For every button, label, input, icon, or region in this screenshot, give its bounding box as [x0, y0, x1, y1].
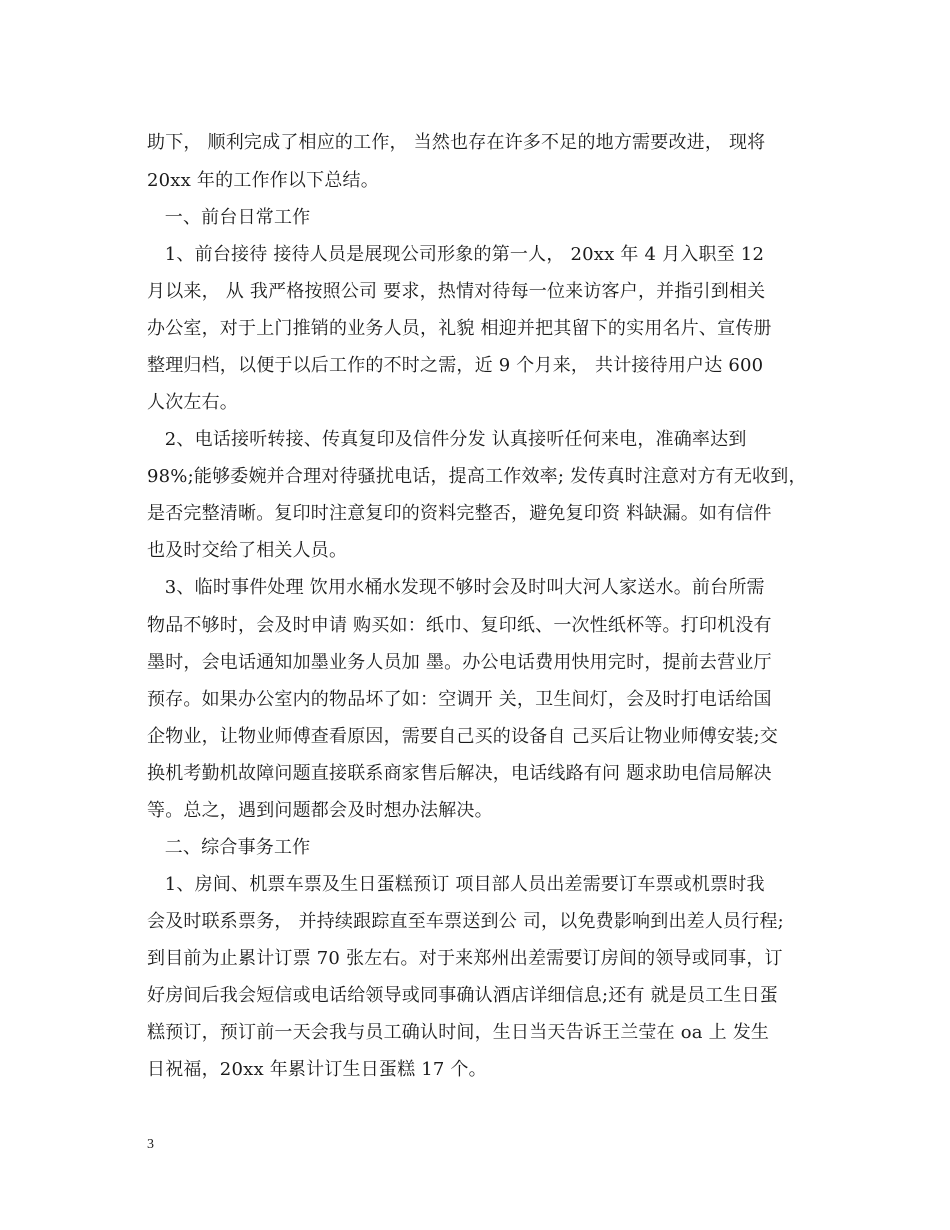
text-line: 好房间后我会短信或电话给领导或同事确认酒店详细信息;还有 就是员工生日蛋: [147, 985, 778, 1006]
section-heading: 一、前台日常工作: [147, 207, 311, 228]
text-line: 等。总之，遇到问题都会及时想办法解决。: [147, 800, 493, 821]
text-line: 企物业，让物业师傅查看原因，需要自己买的设备自 己买后让物业师傅安装;交: [147, 726, 778, 747]
text-line: 办公室，对于上门推销的业务人员，礼貌 相迎并把其留下的实用名片、宣传册: [147, 318, 772, 339]
text-line: 3、临时事件处理 饮用水桶水发现不够时会及时叫大河人家送水。前台所需: [147, 577, 765, 598]
text-line: 会及时联系票务， 并持续跟踪直至车票送到公 司，以免费影响到出差人员行程;: [147, 911, 784, 932]
text-line: 日祝福，20xx 年累计订生日蛋糕 17 个。: [147, 1059, 487, 1080]
text-line: 到目前为止累计订票 70 张左右。对于来郑州出差需要订房间的领导或同事，订: [147, 948, 783, 969]
section-heading: 二、综合事务工作: [147, 837, 311, 858]
text-line: 1、前台接待 接待人员是展现公司形象的第一人， 20xx 年 4 月入职至 12: [147, 244, 765, 265]
text-line: 98%;能够委婉并合理对待骚扰电话，提高工作效率; 发传真时注意对方有无收到，: [147, 466, 807, 487]
text-line: 人次左右。: [147, 392, 238, 413]
text-line: 助下， 顺利完成了相应的工作， 当然也存在许多不足的地方需要改进， 现将: [147, 132, 766, 153]
text-line: 1、房间、机票车票及生日蛋糕预订 项目部人员出差需要订车票或机票时我: [147, 874, 765, 895]
text-line: 墨时，会电话通知加墨业务人员加 墨。办公电话费用快用完时，提前去营业厅: [147, 652, 772, 673]
text-line: 也及时交给了相关人员。: [147, 540, 348, 561]
text-line: 预存。如果办公室内的物品坏了如：空调开 关，卫生间灯，会及时打电话给国: [147, 689, 772, 710]
text-line: 糕预订，预订前一天会我与员工确认时间，生日当天告诉王兰莹在 oa 上 发生: [147, 1022, 770, 1043]
text-line: 换机考勤机故障问题直接联系商家售后解决，电话线路有问 题求助电信局解决: [147, 763, 772, 784]
text-line: 2、电话接听转接、传真复印及信件分发 认真接听任何来电，准确率达到: [147, 429, 747, 450]
text-line: 整理归档，以便于以后工作的不时之需，近 9 个月来， 共计接待用户达 600: [147, 355, 764, 376]
text-line: 是否完整清晰。复印时注意复印的资料完整否，避免复印资 料缺漏。如有信件: [147, 503, 772, 524]
text-line: 月以来， 从 我严格按照公司 要求，热情对待每一位来访客户，并指引到相关: [147, 281, 766, 302]
text-line: 物品不够时，会及时申请 购买如：纸巾、复印纸、一次性纸杯等。打印机没有: [147, 615, 772, 636]
page-number: 3: [147, 1137, 154, 1152]
text-line: 20xx 年的工作作以下总结。: [147, 170, 379, 191]
